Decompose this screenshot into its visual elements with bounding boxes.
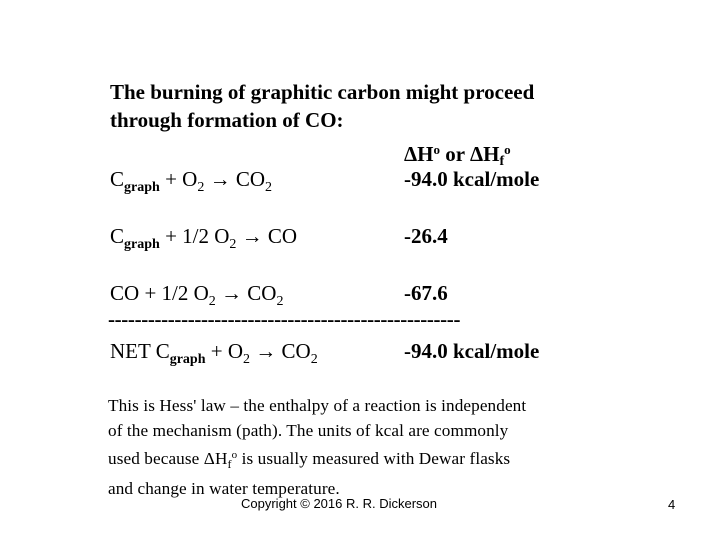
reaction-2-equation [110,224,297,257]
net-arrow: → [250,339,282,363]
or-text: or [440,142,470,166]
reaction-1-arrow: → [204,167,236,191]
reaction-1-oxygen-subscript: 2 [197,180,205,195]
net-product-subscript: 2 [310,352,318,367]
reaction-1-equation [110,167,272,200]
net-value: -94.0 kcal/mole [404,339,540,363]
net-oxygen: O [227,339,244,363]
reaction-3-plus: + [139,281,162,305]
reaction-2-arrow: → [236,224,268,248]
reaction-3-product: CO [247,281,277,305]
reaction-2-value: -26.4 [404,224,448,248]
reaction-1-oxygen: O [182,167,198,191]
reaction-1-reactant: C [110,167,125,191]
reaction-1-product-subscript: 2 [265,180,273,195]
net-product: CO [281,339,311,363]
explanation-line-4: and change in water temperature. [108,478,340,498]
reaction-2-reactant-subscript: graph [124,237,160,252]
explanation-line-3 [108,443,608,477]
reaction-3-arrow: → [215,281,248,305]
net-reactant: C [155,339,170,363]
copyright-footer: Copyright © 2016 R. R. Dickerson [241,496,437,511]
reaction-3-reactant: CO [110,281,140,305]
reaction-1-product: CO [235,167,266,191]
intro-line-2: through formation of CO: [110,108,344,132]
net-plus: + [205,339,228,363]
intro-line-1: The burning of graphitic carbon might proceed [110,80,535,104]
explanation-paragraph [108,394,608,501]
page-number: 4 [668,497,676,512]
reaction-2-oxygen: 1/2 O [182,224,230,248]
formation-superscript: o [504,142,511,157]
delta-hf-symbol: ΔH [469,142,500,166]
formation-subscript: f [499,154,505,169]
standard-state-superscript: o [433,142,441,157]
explanation-line-1: This is Hess' law – the enthalpy of a reaction is independent [108,396,527,415]
reaction-3-oxygen: 1/2 O [161,281,209,305]
reaction-3-value: -67.6 [404,281,448,305]
explanation-line-3-end: is usually measured with Dewar flasks [237,449,511,468]
reaction-1-plus: + [159,167,183,191]
reaction-1-value: -94.0 kcal/mole [404,167,540,191]
reaction-3-product-subscript: 2 [276,294,284,309]
reaction-1-reactant-subscript: graph [124,180,160,195]
net-prefix: NET [110,339,156,363]
net-oxygen-subscript: 2 [243,352,251,367]
explanation-o-superscript: o [231,449,238,461]
reaction-2-product: CO [267,224,298,248]
reaction-2-plus: + [159,224,183,248]
reaction-2-reactant: C [110,224,125,248]
net-reaction-equation [110,339,318,372]
explanation-line-2: of the mechanism (path). The units of kcal are commonly [108,420,509,440]
explanation-line-3-start: used because ΔH [108,449,228,468]
reaction-3-oxygen-subscript: 2 [208,294,216,309]
explanation-f-subscript: f [227,457,232,471]
delta-h-symbol: ΔH [404,142,434,166]
divider-line: ----------------------------------------------------- [108,307,461,331]
net-reactant-subscript: graph [169,352,206,367]
reaction-2-oxygen-subscript: 2 [229,237,237,252]
